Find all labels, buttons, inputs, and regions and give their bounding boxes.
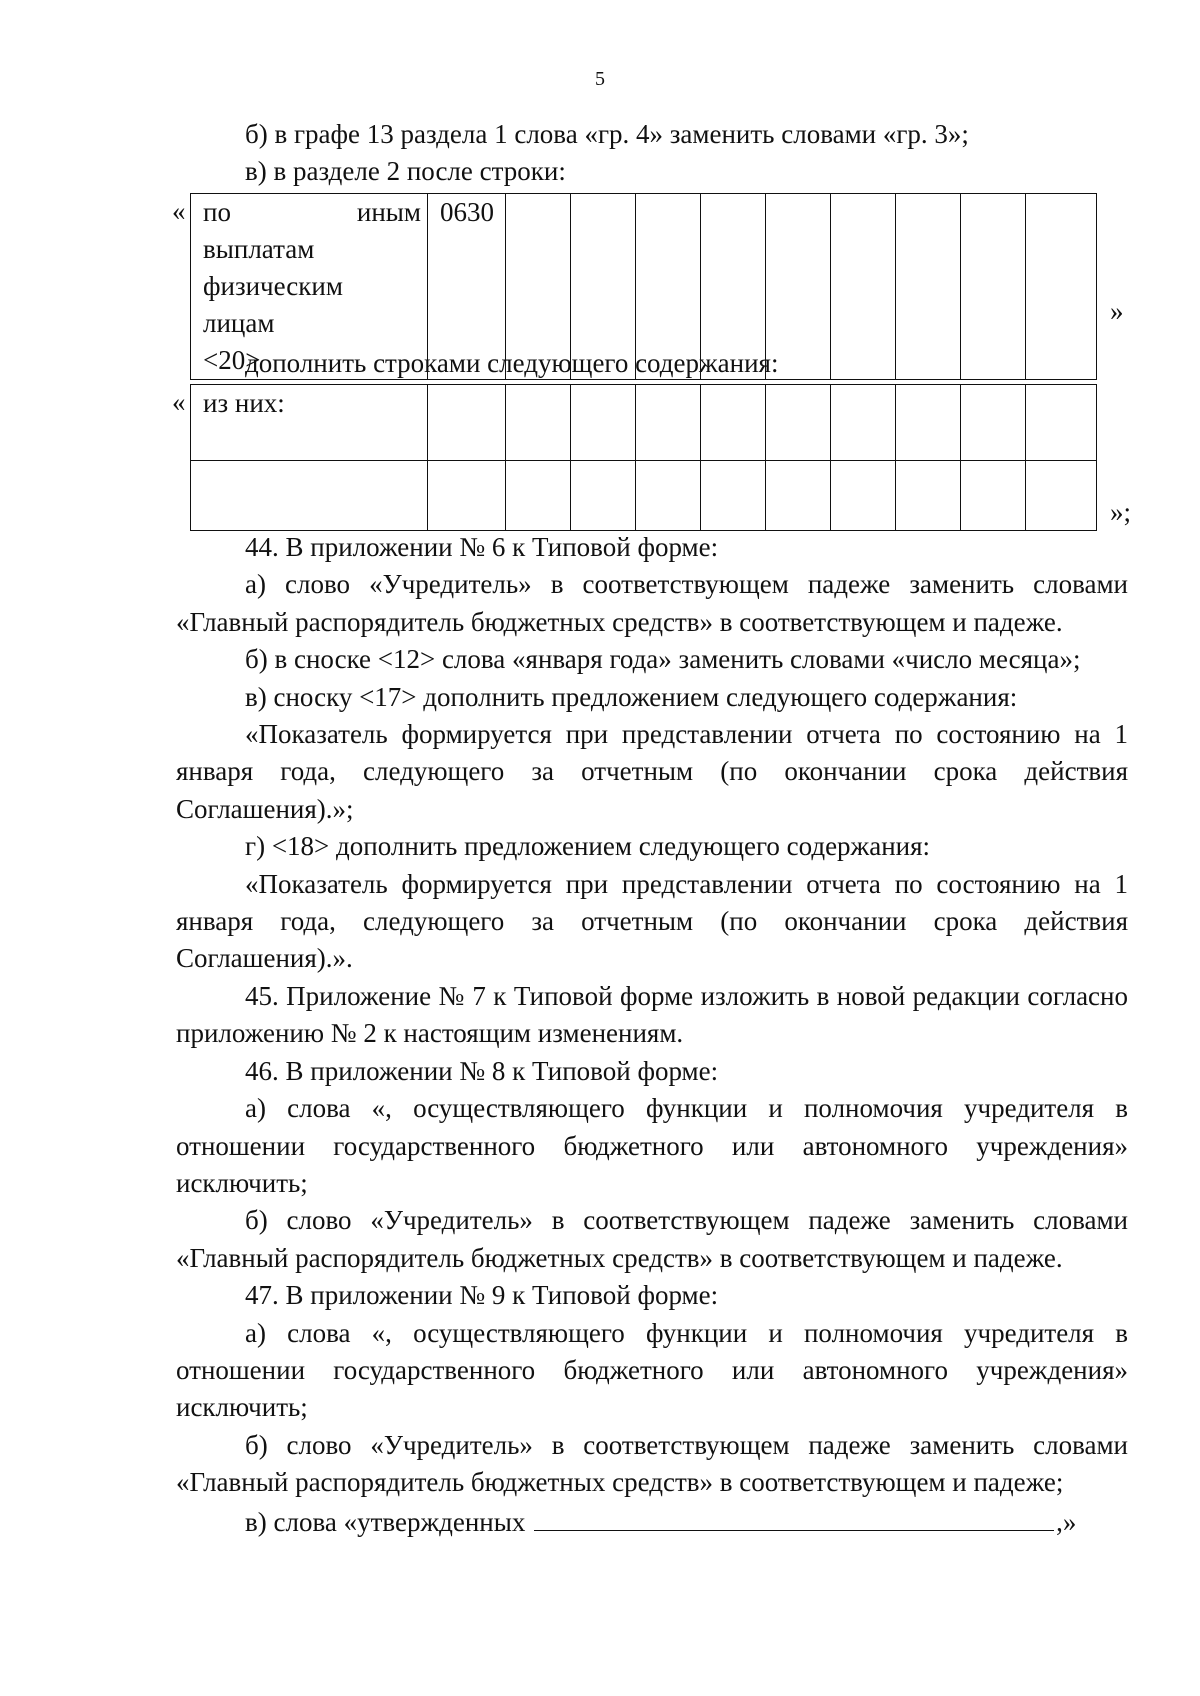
- table2-cell: [831, 385, 896, 461]
- table2-cell: [961, 461, 1026, 531]
- blank-fill-line: [534, 1502, 1054, 1531]
- last-line: [176, 1502, 1128, 1541]
- last-line-suffix: ,»: [1056, 1506, 1077, 1537]
- table2-cell: [428, 385, 506, 461]
- table2-close-quote: »;: [1110, 497, 1132, 527]
- table1-code: 0630: [440, 197, 494, 227]
- table2-open-quote: «: [172, 387, 186, 417]
- table2-cell: [1026, 385, 1097, 461]
- table2-cell: [766, 385, 831, 461]
- paragraph: а) слово «Учредитель» в соответствующем падеже заменить словами «Главный распорядитель бюджетных средств» в соответствующем и падеже.: [176, 569, 1128, 637]
- table2-cell: [896, 461, 961, 531]
- table2-row: [191, 385, 1097, 461]
- table2-cell: [766, 461, 831, 531]
- label-line-4: <20>: [203, 345, 261, 375]
- table2-cell: [636, 461, 701, 531]
- table2-cell: [428, 461, 506, 531]
- paragraph-v-razdel: в) в разделе 2 после строки:: [245, 156, 566, 187]
- table2-cell: [571, 385, 636, 461]
- label-line-1: по иным: [203, 197, 421, 227]
- label-line-3: физическим лицам: [203, 271, 343, 338]
- paragraph: г) <18> дополнить предложением следующего содержания:: [245, 831, 931, 862]
- paragraph: «Показатель формируется при представлении отчета по состоянию на 1 января года, следующего за отчетным (по окончании срока действия Соглашения).».: [176, 868, 1128, 974]
- paragraph-b-grafa: б) в графе 13 раздела 1 слова «гр. 4» заменить словами «гр. 3»;: [245, 119, 969, 149]
- table2-cell: [831, 461, 896, 531]
- table2-cell: [896, 385, 961, 461]
- between-tables: [176, 345, 1128, 382]
- paragraph: 45. Приложение № 7 к Типовой форме изложить в новой редакции согласно приложению № 2 к настоящим изменениям.: [176, 980, 1128, 1049]
- table2-cell: [961, 385, 1026, 461]
- paragraph: б) в сноске <12> слова «января года» заменить словами «число месяца»;: [245, 644, 1081, 675]
- paragraph: «Показатель формируется при представлении отчета по состоянию на 1 января года, следующего за отчетным (по окончании срока действия Соглашения).»;: [176, 719, 1128, 824]
- paragraph: в) сноску <17> дополнить предложением следующего содержания:: [245, 681, 1018, 712]
- paragraph: б) слово «Учредитель» в соответствующем падеже заменить словами «Главный распорядитель бюджетных средств» в соответствующем и падеже;: [176, 1429, 1128, 1498]
- table2-cell: [506, 461, 571, 531]
- paragraph: 47. В приложении № 9 к Типовой форме:: [245, 1280, 719, 1311]
- paragraph: б) слово «Учредитель» в соответствующем падеже заменить словами «Главный распорядитель бюджетных средств» в соответствующем и падеже.: [176, 1205, 1128, 1273]
- table2-cell: [191, 461, 428, 531]
- page-number: 5: [595, 68, 605, 90]
- paragraph: а) слова «, осуществляющего функции и полномочия учредителя в отношении государственного бюджетного или автономного учреждения» исключить;: [176, 1093, 1128, 1198]
- last-line-prefix: в) слова «утвержденных: [245, 1506, 526, 1537]
- label-line-2: выплатам: [203, 234, 315, 264]
- table2-cell: [701, 385, 766, 461]
- table2-wrap: [172, 384, 1132, 531]
- paragraph: а) слова «, осуществляющего функции и полномочия учредителя в отношении государственного бюджетного или автономного учреждения» исключить;: [176, 1317, 1128, 1423]
- table1-open-quote: «: [172, 196, 186, 226]
- table2-label-cell: [191, 385, 428, 461]
- paragraph: 46. В приложении № 8 к Типовой форме:: [245, 1055, 719, 1086]
- table2-row: [191, 461, 1097, 531]
- paragraph-dopolnit: дополнить строками следующего содержания:: [245, 348, 779, 378]
- amendment-section-top: [176, 116, 1128, 191]
- table2: [190, 384, 1097, 531]
- main-text: [176, 529, 1128, 1541]
- table2-container: [172, 384, 1132, 531]
- table2-cell: [571, 461, 636, 531]
- table2-cell: [701, 461, 766, 531]
- paragraph: 44. В приложении № 6 к Типовой форме:: [245, 532, 719, 562]
- table2-cell: [1026, 461, 1097, 531]
- table2-cell: [636, 385, 701, 461]
- table1-close-quote: »: [1110, 296, 1124, 326]
- table2-cell: [506, 385, 571, 461]
- table2-label: из них:: [203, 388, 285, 418]
